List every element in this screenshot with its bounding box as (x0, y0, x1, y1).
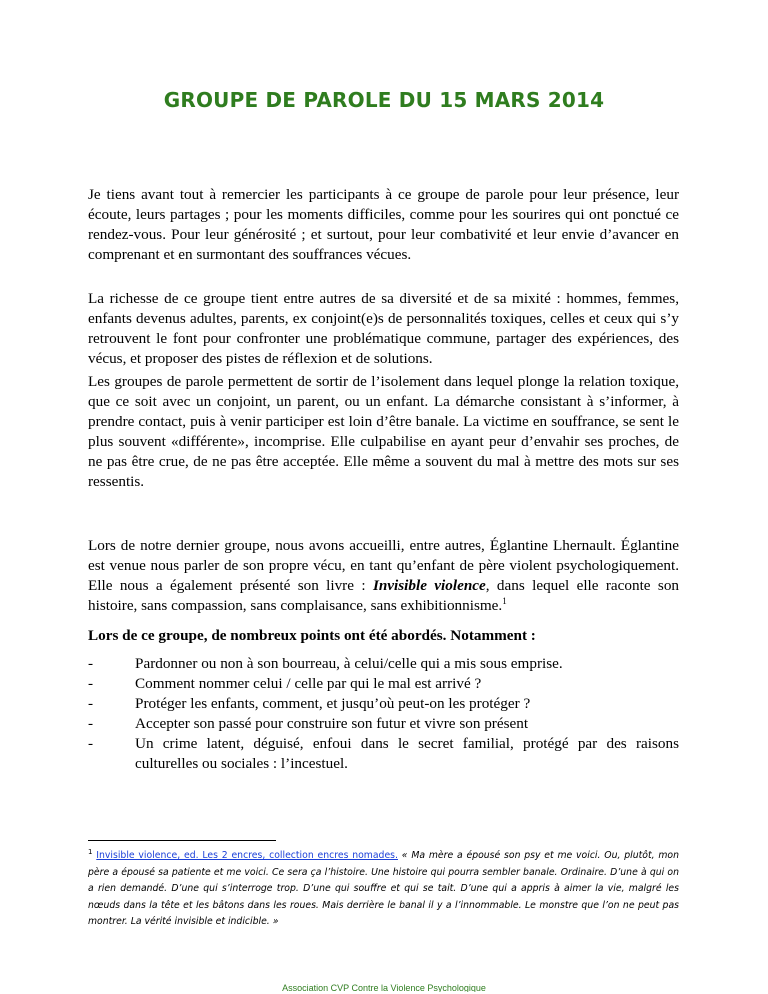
footnote (88, 848, 679, 931)
footnote-book-link[interactable]: Invisible violence, ed. Les 2 encres, collection encres nomades. (96, 850, 398, 861)
list-item-text: Comment nommer celui / celle par qui le mal est arrivé ? (135, 675, 482, 692)
list-item (88, 714, 679, 734)
paragraph-guest-author-rest: , dans lequel elle raconte son histoire, sans compassion, sans complaisance, sans exhibitionnisme. (88, 577, 680, 614)
list-item-text: Pardonner ou non à son bourreau, à celui/celle qui a mis sous emprise. (135, 655, 563, 672)
book-title: Invisible violence (372, 577, 486, 594)
bullet-dash: - (88, 715, 94, 732)
paragraph-guest-author (88, 536, 679, 616)
list-item-text: Protéger les enfants, comment, et jusqu’où peut-on les protéger ? (135, 695, 531, 712)
bullet-dash: - (88, 735, 94, 752)
list-item (88, 734, 679, 774)
paragraph-group-diversity: La richesse de ce groupe tient entre autres de sa diversité et de sa mixité : hommes, femmes, enfants devenus adultes, parents, ex conjoint(e)s de personnalités toxiques, celles et ceux qui s’y retrouvent le font pour confronter une problématique commune, partager des expériences, des vécus, et proposer des pistes de réflexion et de solutions. (88, 290, 679, 367)
bullet-dash: - (88, 695, 94, 712)
list-item (88, 654, 679, 674)
bullet-dash: - (88, 675, 94, 692)
bullet-dash: - (88, 655, 94, 672)
list-item (88, 694, 679, 714)
paragraph-isolation: Les groupes de parole permettent de sortir de l’isolement dans lequel plonge la relation toxique, que ce soit avec un conjoint, un parent, ou un enfant. La démarche consistant à s’informer, à prendre contact, puis à venir participer est loin d’être banale. La victime en souffrance, se sent le plus souvent «différente», incomprise. Elle culpabilise en ayant peur d’envahir ses proches, de ne pas être crue, de ne pas être acceptée. Elle même a souvent du mal à mettre des mots sur ses ressentis. (88, 373, 679, 490)
paragraph-thanks: Je tiens avant tout à remercier les participants à ce groupe de parole pour leur présence, leur écoute, leurs partages ; pour les moments difficiles, comme pour les sourires qui ont ponctué ce rendez-vous. Pour leur générosité ; et surtout, pour leur combativité et leur envie d’avancer en comprenant et en surmontant des souffrances vécues. (88, 186, 679, 263)
page-footer: Association CVP Contre la Violence Psychologique (282, 983, 486, 992)
list-item-text: Accepter son passé pour construire son futur et vivre son présent (135, 715, 529, 732)
list-item-text: Un crime latent, déguisé, enfoui dans le secret familial, protégé par des raisons culturelles ou sociales : l’incestuel. (135, 735, 679, 772)
footnote-separator (88, 840, 276, 841)
footnote-number: 1 (88, 847, 93, 856)
points-list (88, 654, 679, 774)
footnote-quote: « Ma mère a épousé son psy et me voici. Ou, plutôt, mon père a épousé sa patiente et me voici. Ce sera ça l’histoire. Une histoire qui pourra sembler banale. Ordinaire. D’une à qui on a rien demandé. D’une qui s’interroge trop. D’une qui souffre et qui se tait. D’une qui a appris à aimer la vie, malgré les nœuds dans la tête et les bâtons dans les roues. Mais derrière le banal il y a l’innommable. Le monstre que l’on ne peut pas montrer. La vérité invisible et indicible. » (88, 850, 679, 927)
points-heading: Lors de ce groupe, de nombreux points ont été abordés. Notamment : (88, 627, 536, 644)
list-item (88, 674, 679, 694)
page-title: GROUPE DE PAROLE DU 15 MARS 2014 (163, 88, 605, 112)
footnote-reference[interactable]: 1 (502, 595, 507, 606)
paragraph-guest-author-intro: Lors de notre dernier groupe, nous avons accueilli, entre autres, Églantine Lhernault. Églantine est venue nous parler de son propre vécu, en tant qu’enfant de père violent psychologiquement. Elle nous a également présenté son livre : (88, 537, 679, 594)
